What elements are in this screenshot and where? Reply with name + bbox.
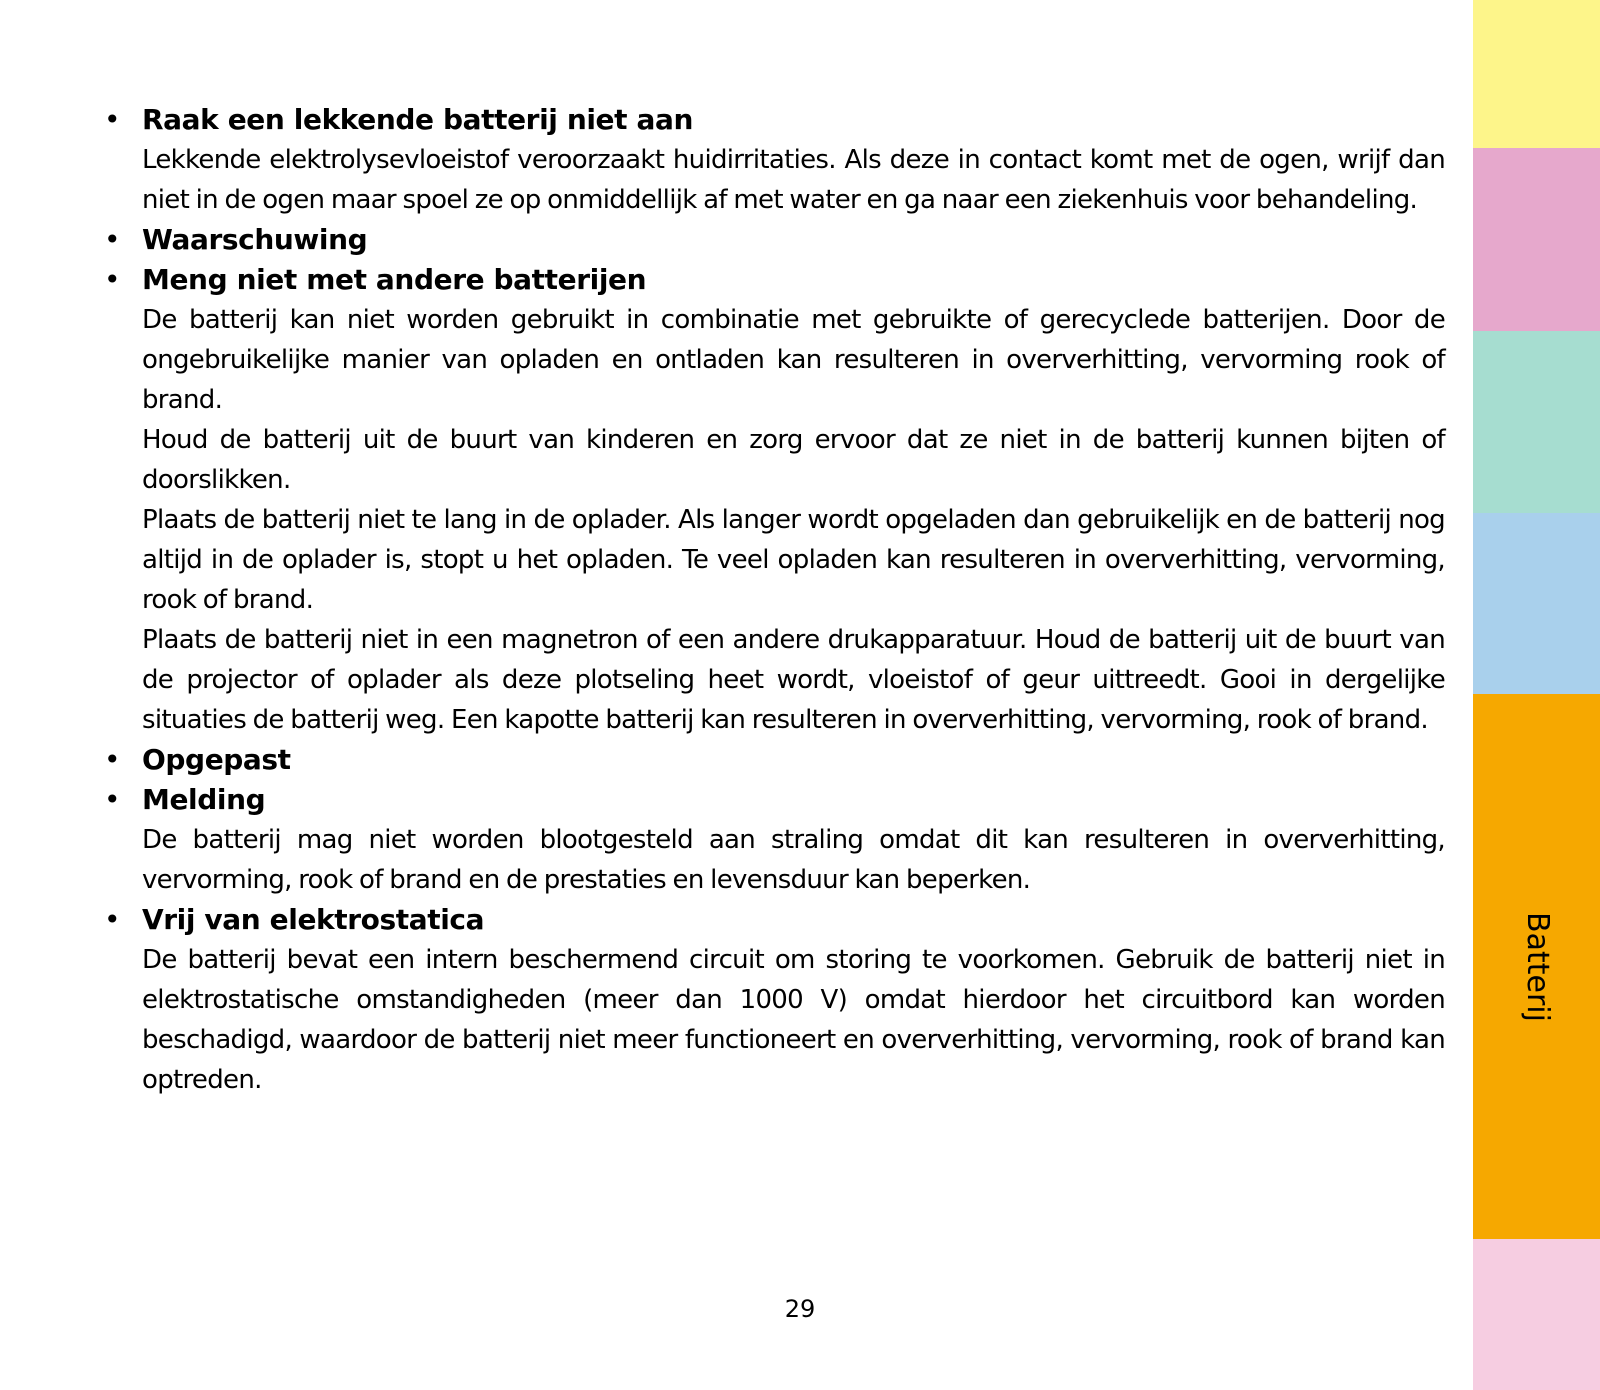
section-heading: Vrij van elektrostatica [142, 903, 485, 936]
side-tab-battery[interactable] [1473, 694, 1600, 1239]
section-electrostatic-free [100, 900, 1445, 1100]
section-warning [100, 220, 1445, 260]
section-paragraph: De batterij bevat een intern beschermend circuit om storing te voorkomen. Gebruik de batterij niet in elektrostatische omstandigheden (meer dan 1000 V) omdat hierdoor het circuitbord kan worden beschadigd, waardoor de batterij niet meer functioneert en oververhitting, vervorming, rook of brand kan optreden. [142, 945, 1445, 1095]
section-paragraph: De batterij kan niet worden gebruikt in combinatie met gebruikte of gerecyclede batterijen. Door de ongebruikelijke manier van opladen en ontladen kan resulteren in oververhitting, vervorming rook of brand. [142, 305, 1445, 415]
bullet-icon: • [104, 783, 121, 816]
side-tab-label: Batterij [1519, 911, 1555, 1022]
side-tab-yellow[interactable] [1473, 0, 1600, 148]
document-body [100, 100, 1445, 1100]
page-number: 29 [784, 1295, 816, 1323]
section-caution [100, 740, 1445, 780]
section-paragraph: Houd de batterij uit de buurt van kinderen en zorg ervoor dat ze niet in de batterij kunnen bijten of doorslikken. [142, 425, 1445, 495]
bullet-icon: • [104, 903, 121, 936]
section-leaking-battery [100, 100, 1445, 220]
section-paragraph: De batterij mag niet worden blootgesteld aan straling omdat dit kan resulteren in oververhitting, vervorming, rook of brand en de prestaties en levensduur kan beperken. [142, 825, 1445, 895]
section-heading: Meng niet met andere batterijen [142, 263, 647, 296]
bullet-icon: • [104, 223, 121, 256]
section-heading: Waarschuwing [142, 223, 368, 256]
section-heading: Melding [142, 783, 266, 816]
side-tab-light-pink[interactable] [1473, 1239, 1600, 1390]
side-tab-green[interactable] [1473, 331, 1600, 513]
bullet-icon: • [104, 103, 121, 136]
side-tab-pink[interactable] [1473, 148, 1600, 331]
section-heading: Opgepast [142, 743, 291, 776]
section-paragraph: Lekkende elektrolysevloeistof veroorzaakt huidirritaties. Als deze in contact komt met de ogen, wrijf dan niet in de ogen maar spoel ze op onmiddellijk af met water en ga naar een ziekenhuis voor behandeling. [142, 145, 1445, 215]
section-do-not-mix [100, 260, 1445, 740]
section-paragraph: Plaats de batterij niet te lang in de oplader. Als langer wordt opgeladen dan gebruikelijk en de batterij nog altijd in de oplader is, stopt u het opladen. Te veel opladen kan resulteren in oververhitting, vervorming, rook of brand. [142, 505, 1445, 615]
bullet-icon: • [104, 743, 121, 776]
section-paragraph: Plaats de batterij niet in een magnetron of een andere drukapparatuur. Houd de batterij uit de buurt van de projector of oplader als deze plotseling heet wordt, vloeistof of geur uittreedt. Gooi in dergelijke situaties de batterij weg. Een kapotte batterij kan resulteren in oververhitting, vervorming, rook of brand. [142, 625, 1445, 735]
section-heading: Raak een lekkende batterij niet aan [142, 103, 693, 136]
section-notice [100, 780, 1445, 900]
side-tab-strip [1473, 0, 1600, 1390]
side-tab-blue[interactable] [1473, 513, 1600, 694]
bullet-icon: • [104, 263, 121, 296]
